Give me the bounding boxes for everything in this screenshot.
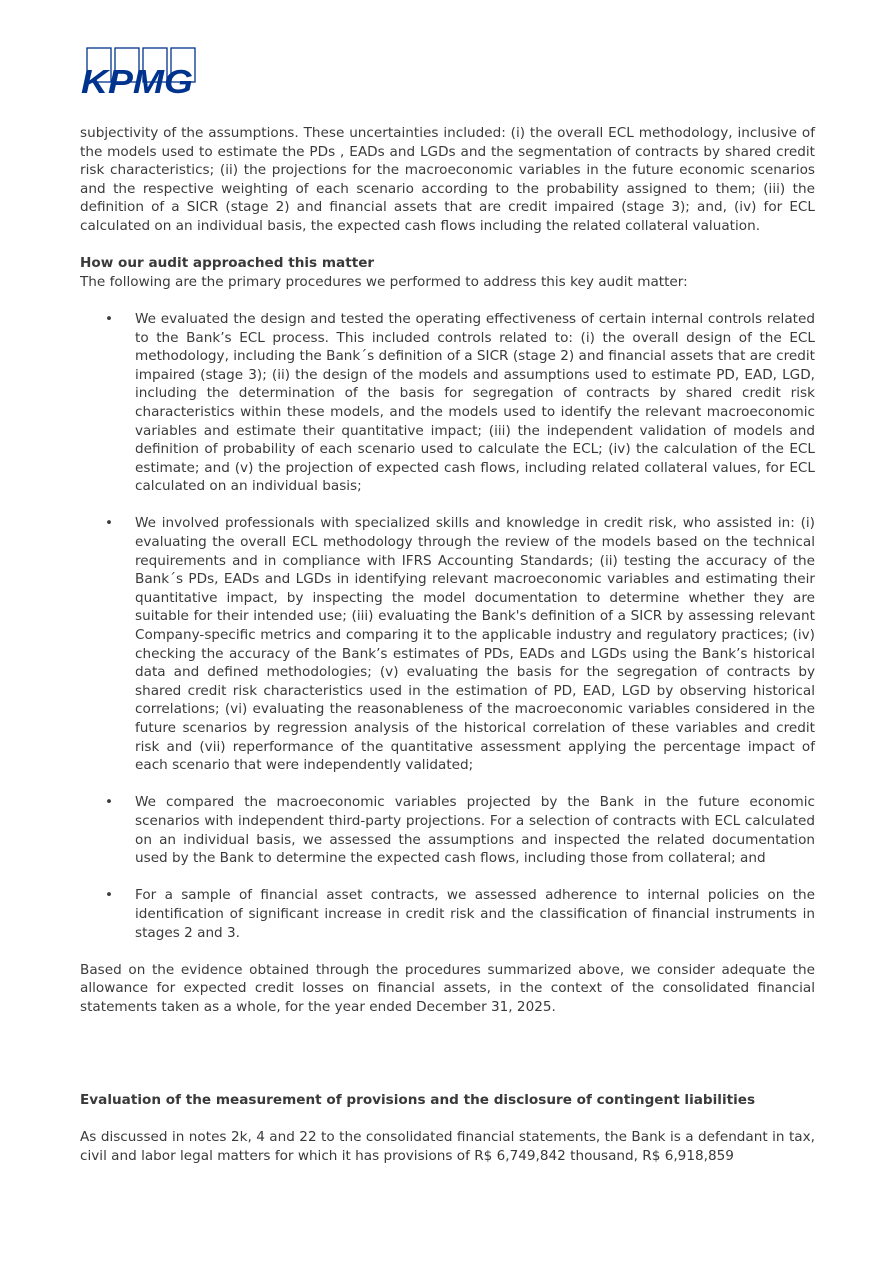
- audit-approach-heading: How our audit approached this matter: [80, 255, 375, 272]
- list-item: [80, 793, 815, 867]
- bullet-marker: •: [105, 310, 114, 327]
- bullet-marker: •: [105, 794, 114, 811]
- conclusion-paragraph: Based on the evidence obtained through the procedures summarized above, we consider adequate the allowance for expected credit losses on financial assets, in the context of the consolidated financial statements taken as a whole, for the year ended December 31, 2025.: [80, 961, 815, 1015]
- list-item: [80, 886, 815, 942]
- provisions-paragraph: As discussed in notes 2k, 4 and 22 to the consolidated financial statements, the Bank is a defendant in tax, civil and labor legal matters for which it has provisions of R$ 6,749,842 thousand, R$ 6,918,859: [80, 1129, 815, 1164]
- list-item-text: For a sample of financial asset contracts, we assessed adherence to internal policies on the identification of significant increase in credit risk and the classification of financial instruments in stages 2 and 3.: [135, 887, 815, 941]
- bullet-marker: •: [105, 887, 114, 904]
- list-item-text: We evaluated the design and tested the operating effectiveness of certain internal controls related to the Bank’s ECL process. This included controls related to: (i) the overall design of the ECL methodology, including the Bank´s definition of a SICR (stage 2) and financial assets that are credit impaired (stage 3); (ii) the design of the models and assumptions used to estimate PD, EAD, LGD, including the determination of the basis for segregation of contracts by shared credit risk characteristics within these models, and the models used to identify the relevant macroeconomic variables and estimate their quantitative impact; (iii) the independent validation of models and definition of probability of each scenario used to calculate the ECL; (iv) the calculation of the ECL estimate; and (v) the projection of expected cash flows, including related collateral values, for ECL calculated on an individual basis;: [135, 310, 815, 495]
- list-item-text: We compared the macroeconomic variables projected by the Bank in the future economic scenarios with independent third-party projections. For a selection of contracts with ECL calculated on an individual basis, we assessed the assumptions and inspected the related documentation used by the Bank to determine the expected cash flows, including those from collateral; and: [135, 794, 815, 867]
- intro-paragraph: subjectivity of the assumptions. These uncertainties included: (i) the overall ECL methodology, inclusive of the models used to estimate the PDs , EADs and LGDs and the segmentation of contracts by shared credit risk characteristics; (ii) the projections for the macroeconomic variables in the future economic scenarios and the respective weighting of each scenario according to the probability assigned to them; (iii) the definition of a SICR (stage 2) and financial assets that are credit impaired (stage 3); and, (iv) for ECL calculated on an individual basis, the expected cash flows including the related collateral valuation.: [80, 125, 815, 234]
- main-content: [80, 124, 815, 1165]
- list-item: [80, 514, 815, 774]
- kpmg-logo: [80, 47, 198, 95]
- provisions-heading: Evaluation of the measurement of provisions and the disclosure of contingent liabilities: [80, 1091, 756, 1108]
- bullet-marker: •: [105, 515, 114, 532]
- audit-approach-lead: The following are the primary procedures we performed to address this key audit matter:: [80, 273, 688, 290]
- kpmg-logo-text: KPMG: [81, 63, 193, 95]
- list-item: [80, 310, 815, 496]
- procedures-list: [80, 310, 815, 942]
- list-item-text: We involved professionals with specialized skills and knowledge in credit risk, who assisted in: (i) evaluating the overall ECL methodology through the review of the models based on the technical requirements and in compliance with IFRS Accounting Standards; (ii) testing the accuracy of the Bank´s PDs, EADs and LGDs in identifying relevant macroeconomic variables and estimating their quantitative impact, by inspecting the model documentation to determine whether they are suitable for their intended use; (iii) evaluating the Bank's definition of a SICR by assessing relevant Company-specific metrics and comparing it to the applicable industry and regulatory practices; (iv) checking the accuracy of the Bank’s estimates of PDs, EADs and LGDs using the Bank’s historical data and defined methodologies; (v) evaluating the basis for the segregation of contracts by shared credit risk characteristics used in the estimation of PD, EAD, LGD by observing historical correlations; (vi) evaluating the reasonableness of the macroeconomic variables considered in the future scenarios by regression analysis of the historical correlation of these variables and credit risk and (vii) reperformance of the quantitative assessment applying the percentage impact of each scenario that were independently validated;: [135, 515, 815, 774]
